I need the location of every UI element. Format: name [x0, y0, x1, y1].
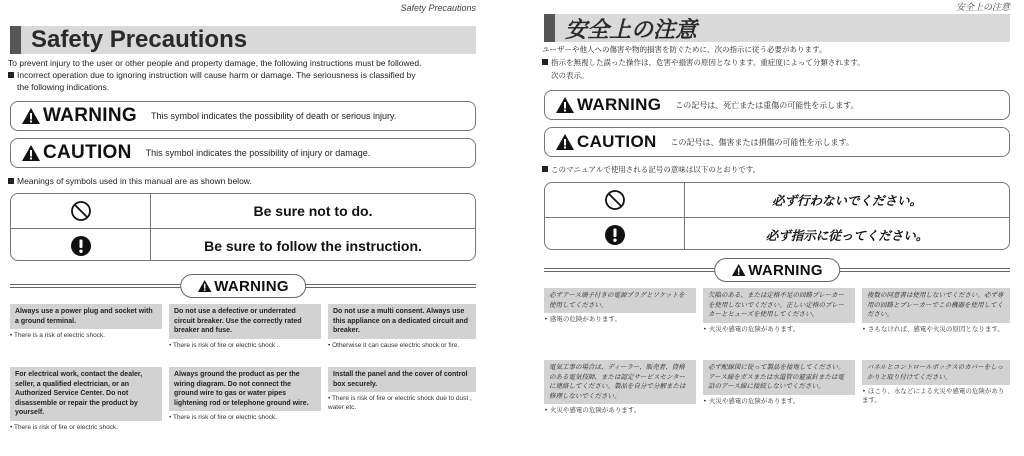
risk-note: • さもなければ、感電や火災の原因となります。 [862, 324, 1004, 333]
warning-item [169, 367, 321, 422]
symbol-row-mandatory [545, 217, 1009, 250]
warning-instruction: For electrical work, contact the dealer, seller, a qualified electrician, or an Authorized Service Center. Do not disassemble or repair the product by yourself. [10, 367, 162, 421]
warning-item [862, 360, 1010, 405]
risk-note: • There is a risk of electric shock. [10, 332, 105, 339]
title-marker [10, 26, 21, 54]
warning-badge-word: WARNING [748, 261, 823, 279]
risk-note: • There is risk of fire or electric shock. [169, 414, 277, 421]
warning-instruction: Do not use a defective or underrated circuit breaker. Use the correctly rated breaker and fuse. [169, 304, 321, 339]
warning-instruction: Always use a power plug and socket with a ground terminal. [10, 304, 162, 329]
intro-line-1: ユーザーや他人への傷害や物的損害を防ぐために、次の指示に従う必要があります。 [542, 45, 827, 54]
caution-triangle-icon [21, 144, 41, 162]
warning-instruction: Always ground the product as per the wiring diagram. Do not connect the ground wire to gas or water pipes lightening rod or telephone ground wire. [169, 367, 321, 411]
warning-word: WARNING [577, 95, 662, 114]
warning-item [862, 288, 1010, 334]
warning-instruction: 欠陥のある、または定格不足の回路ブレーカーを使用しないでください。正しい定格のブレーカーとヒューズを使用してください。 [703, 288, 855, 323]
caution-definition-box [10, 138, 476, 168]
symbol-row-prohibit [545, 183, 1009, 217]
symbol-row-mandatory [11, 228, 475, 261]
title-marker [544, 14, 555, 42]
warning-item [328, 367, 476, 412]
intro-line-3: 次の表示。 [551, 71, 589, 80]
warning-item [703, 360, 855, 406]
warning-word: WARNING [43, 105, 137, 126]
warning-item [544, 288, 696, 324]
warning-instruction: 必ずアース端子付きの電源プラグとソケットを使用してください。 [544, 288, 696, 313]
prohibit-icon [604, 189, 626, 211]
bullet-square [8, 178, 14, 184]
risk-note: • 感電の危険があります。 [544, 315, 621, 323]
warning-item [10, 304, 162, 340]
warning-instruction: パネルとコントロールボックスのカバーをしっかりと取り付けてください。 [862, 360, 1010, 385]
warning-triangle-icon [555, 96, 575, 114]
symbol-table [10, 193, 476, 261]
warning-item [703, 288, 855, 334]
bullet-square [542, 166, 548, 172]
caution-triangle-icon [555, 133, 575, 151]
warning-description: This symbol indicates the possibility of death or serious injury. [150, 111, 397, 121]
risk-note: • 火災や感電の危険があります。 [703, 324, 800, 333]
warning-triangle-icon [731, 263, 746, 277]
warning-badge-word: WARNING [214, 277, 289, 295]
warning-triangle-icon [21, 107, 41, 125]
warning-triangle-icon [197, 279, 212, 293]
risk-note: • There is risk of fire or electric shock. [10, 423, 118, 431]
risk-note: • 火災や感電の危険があります。 [544, 406, 641, 414]
caution-word: CAUTION [577, 132, 657, 151]
symbol-meanings-text [542, 164, 1012, 176]
title-bar [544, 14, 1010, 42]
page-title: 安全上の注意 [565, 17, 698, 43]
mandatory-text: 必ず指示に従ってください。 [765, 227, 929, 243]
running-header: Safety Precautions [400, 3, 476, 13]
warning-instruction: 必ず配線図に従って製品を接地してください。アース線をガスまたは水道管の避雷針または電話のアース線に接続しないでください。 [703, 360, 855, 395]
warning-section-divider [544, 258, 1010, 282]
intro-line-1: To prevent injury to the user or other people and property damage, the following instructions must be followed. [8, 58, 422, 68]
mandatory-icon [70, 235, 92, 257]
symbol-row-prohibit [11, 194, 475, 228]
warning-item [328, 304, 476, 350]
warning-badge [714, 258, 840, 282]
running-header: 安全上の注意 [955, 2, 1010, 12]
warning-item [169, 304, 321, 350]
risk-note: • 火災や感電の危険があります。 [703, 396, 800, 405]
warning-section-divider [10, 274, 476, 298]
warning-badge [180, 274, 306, 298]
risk-note: • ほこり、水などによる火災や感電の危険があります。 [862, 387, 1005, 404]
warning-description: この記号は、死亡または重傷の可能性を示します。 [675, 100, 859, 110]
warning-instruction: 電気工事の場合は、ディーラー、販売者、資格のある電気技師、または認定サービスセンターに連絡してください。製品を自分で分解または修理しないでください。 [544, 360, 696, 404]
caution-description: この記号は、傷害または損傷の可能性を示します。 [670, 137, 854, 147]
english-page [0, 0, 490, 456]
warning-definition-box [10, 101, 476, 131]
caution-word: CAUTION [43, 142, 132, 163]
caution-description: This symbol indicates the possibility of injury or damage. [145, 148, 371, 158]
japanese-page [534, 0, 1024, 456]
warning-definition-box [544, 90, 1010, 120]
bullet-square [542, 59, 548, 65]
page-title: Safety Precautions [31, 26, 248, 53]
caution-definition-box [544, 127, 1010, 157]
intro-line-3: the following indications. [17, 82, 110, 92]
prohibit-text: 必ず行わないでください。 [771, 193, 922, 208]
risk-note: • Otherwise it can cause electric shock or fire. [328, 341, 460, 349]
symbol-table [544, 182, 1010, 250]
warning-item [10, 367, 162, 432]
title-bar [10, 26, 476, 54]
symbol-meanings-text [8, 175, 478, 187]
intro-line-2 [8, 69, 478, 81]
risk-note: • There is risk of fire or electric shock . [169, 341, 279, 349]
bullet-square [8, 72, 14, 78]
prohibit-text: Be sure not to do. [253, 203, 373, 219]
risk-note: • There is risk of fire or electric shock due to dust , water etc. [328, 395, 472, 411]
mandatory-text: Be sure to follow the instruction. [204, 237, 422, 254]
warning-instruction: 複数の同意書は使用しないでください。必ず専用の回路とブレーカーでこの機器を使用してください。 [862, 288, 1010, 323]
symbol-meanings-label: Meanings of symbols used in this manual are as shown below. [17, 176, 252, 186]
intro-line-2 [542, 57, 1012, 69]
prohibit-icon [70, 200, 92, 222]
warning-instruction: Install the panel and the cover of control box securely. [328, 367, 476, 392]
mandatory-icon [604, 224, 626, 246]
intro-line-2-text: 指示を無視した誤った操作は、危害や損害の原因となります。重症度によって分類されます。 [551, 58, 865, 67]
intro-line-2-text: Incorrect operation due to ignoring instruction will cause harm or damage. The seriousness is classified by [17, 70, 416, 80]
symbol-meanings-label: このマニュアルで使用される記号の意味は以下のとおりです。 [551, 165, 761, 174]
warning-instruction: Do not use a multi consent. Always use this appliance on a dedicated circuit and breaker. [328, 304, 476, 339]
warning-item [544, 360, 696, 415]
